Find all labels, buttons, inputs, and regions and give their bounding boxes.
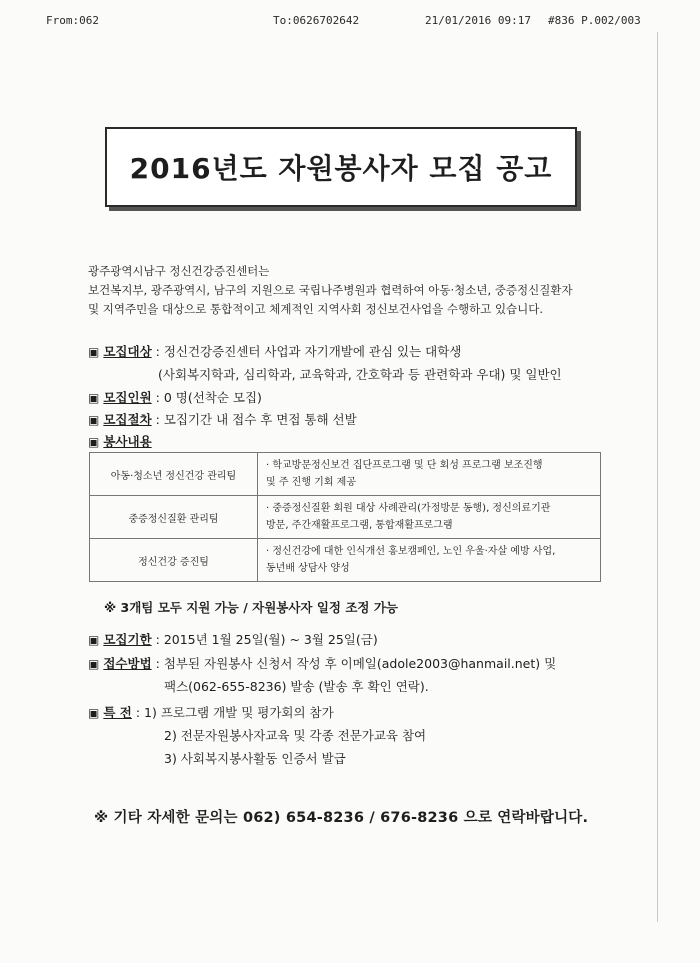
team-name: 아동·청소년 정신건강 관리팀 — [90, 453, 258, 496]
recruit-process-text: : 모집기간 내 접수 후 면접 통해 선발 — [151, 412, 357, 427]
intro-line: 광주광역시남구 정신건강증진센터는 — [88, 264, 270, 278]
recruit-target-continuation: (사회복지학과, 심리학과, 교육학과, 간호학과 등 관련학과 우대) 및 일반인 — [158, 367, 562, 382]
team-description-line: · 중증정신질환 회원 대상 사례관리(가정방문 동행), 정신의료기관 — [266, 503, 551, 514]
deadline-label: 모집기한 — [103, 632, 152, 647]
team-description-line: 동년배 상담사 양성 — [266, 563, 350, 574]
volunteer-teams-table — [89, 452, 601, 582]
intro-line: 및 지역주민을 대상으로 통합적이고 체계적인 지역사회 정신보건사업을 수행하고 있습니다. — [88, 302, 544, 316]
fax-header — [0, 14, 700, 30]
team-note: ※ 3개팀 모두 지원 가능 / 자원봉사자 일정 조정 가능 — [104, 600, 399, 615]
team-description — [258, 539, 601, 582]
recruit-target-item — [88, 342, 461, 360]
application-label: 접수방법 — [103, 656, 152, 671]
application-text: : 첨부된 자원봉사 신청서 작성 후 이메일(adole2003@hanmail.net) 및 — [151, 656, 557, 671]
benefit-line: 3) 사회복지봉사활동 인증서 발급 — [164, 751, 346, 766]
application-continuation: 팩스(062-655-8236) 발송 (발송 후 확인 연락). — [164, 679, 429, 694]
bullet-square-icon: ▣ — [88, 706, 100, 720]
team-name: 중증정신질환 관리팀 — [90, 496, 258, 539]
title-text: 2016년도 자원봉사자 모집 공고 — [129, 152, 553, 185]
recruit-target-text: : 정신건강증진센터 사업과 자기개발에 관심 있는 대학생 — [151, 344, 462, 359]
intro-paragraph — [88, 262, 658, 319]
intro-line: 보건복지부, 광주광역시, 남구의 지원으로 국립나주병원과 협력하여 아동·청소년, 중증정신질환자 — [88, 283, 573, 297]
fax-to: To:0626702642 — [273, 14, 360, 27]
benefit-line: : 1) 프로그램 개발 및 평가회의 참가 — [131, 705, 334, 720]
scan-edge-line — [657, 32, 658, 922]
table-row — [90, 453, 601, 496]
recruit-target-label: 모집대상 — [103, 344, 152, 359]
fax-datetime: 21/01/2016 09:17 — [425, 14, 531, 27]
deadline-text: : 2015년 1월 25일(월) ~ 3월 25일(금) — [151, 632, 378, 647]
recruit-count-item — [88, 388, 262, 406]
table-row — [90, 539, 601, 582]
page-title — [105, 127, 577, 207]
team-description — [258, 496, 601, 539]
volunteer-content-item — [88, 432, 152, 450]
contact-footer: ※ 기타 자세한 문의는 062) 654-8236 / 676-8236 으로 연락바랍니다. — [94, 810, 589, 826]
bullet-square-icon: ▣ — [88, 633, 100, 647]
team-description-line: · 학교방문정신보건 집단프로그램 및 단 회성 프로그램 보조진행 — [266, 460, 543, 471]
table-row — [90, 496, 601, 539]
fax-from: From:062 — [46, 14, 99, 27]
benefits-item — [88, 703, 334, 721]
team-description-line: 방문, 주간재활프로그램, 통합재활프로그램 — [266, 520, 453, 531]
benefits-label: 특 전 — [103, 705, 132, 720]
bullet-square-icon: ▣ — [88, 391, 100, 405]
benefit-line: 2) 전문자원봉사자교육 및 각종 전문가교육 참여 — [164, 728, 427, 743]
recruit-process-item — [88, 410, 357, 428]
bullet-square-icon: ▣ — [88, 413, 100, 427]
team-description — [258, 453, 601, 496]
recruit-count-label: 모집인원 — [103, 390, 152, 405]
recruit-process-label: 모집절차 — [103, 412, 152, 427]
bullet-square-icon: ▣ — [88, 345, 100, 359]
application-item — [88, 654, 556, 672]
team-name: 정신건강 증진팀 — [90, 539, 258, 582]
team-description-line: 및 주 진행 기회 제공 — [266, 477, 356, 488]
fax-page: #836 P.002/003 — [548, 14, 641, 27]
recruit-count-text: : 0 명(선착순 모집) — [151, 390, 262, 405]
deadline-item — [88, 630, 378, 648]
bullet-square-icon: ▣ — [88, 435, 100, 449]
team-description-line: · 정신건강에 대한 인식개선 홍보캠페인, 노인 우울·자살 예방 사업, — [266, 546, 556, 557]
volunteer-content-label: 봉사내용 — [103, 434, 152, 449]
bullet-square-icon: ▣ — [88, 657, 100, 671]
